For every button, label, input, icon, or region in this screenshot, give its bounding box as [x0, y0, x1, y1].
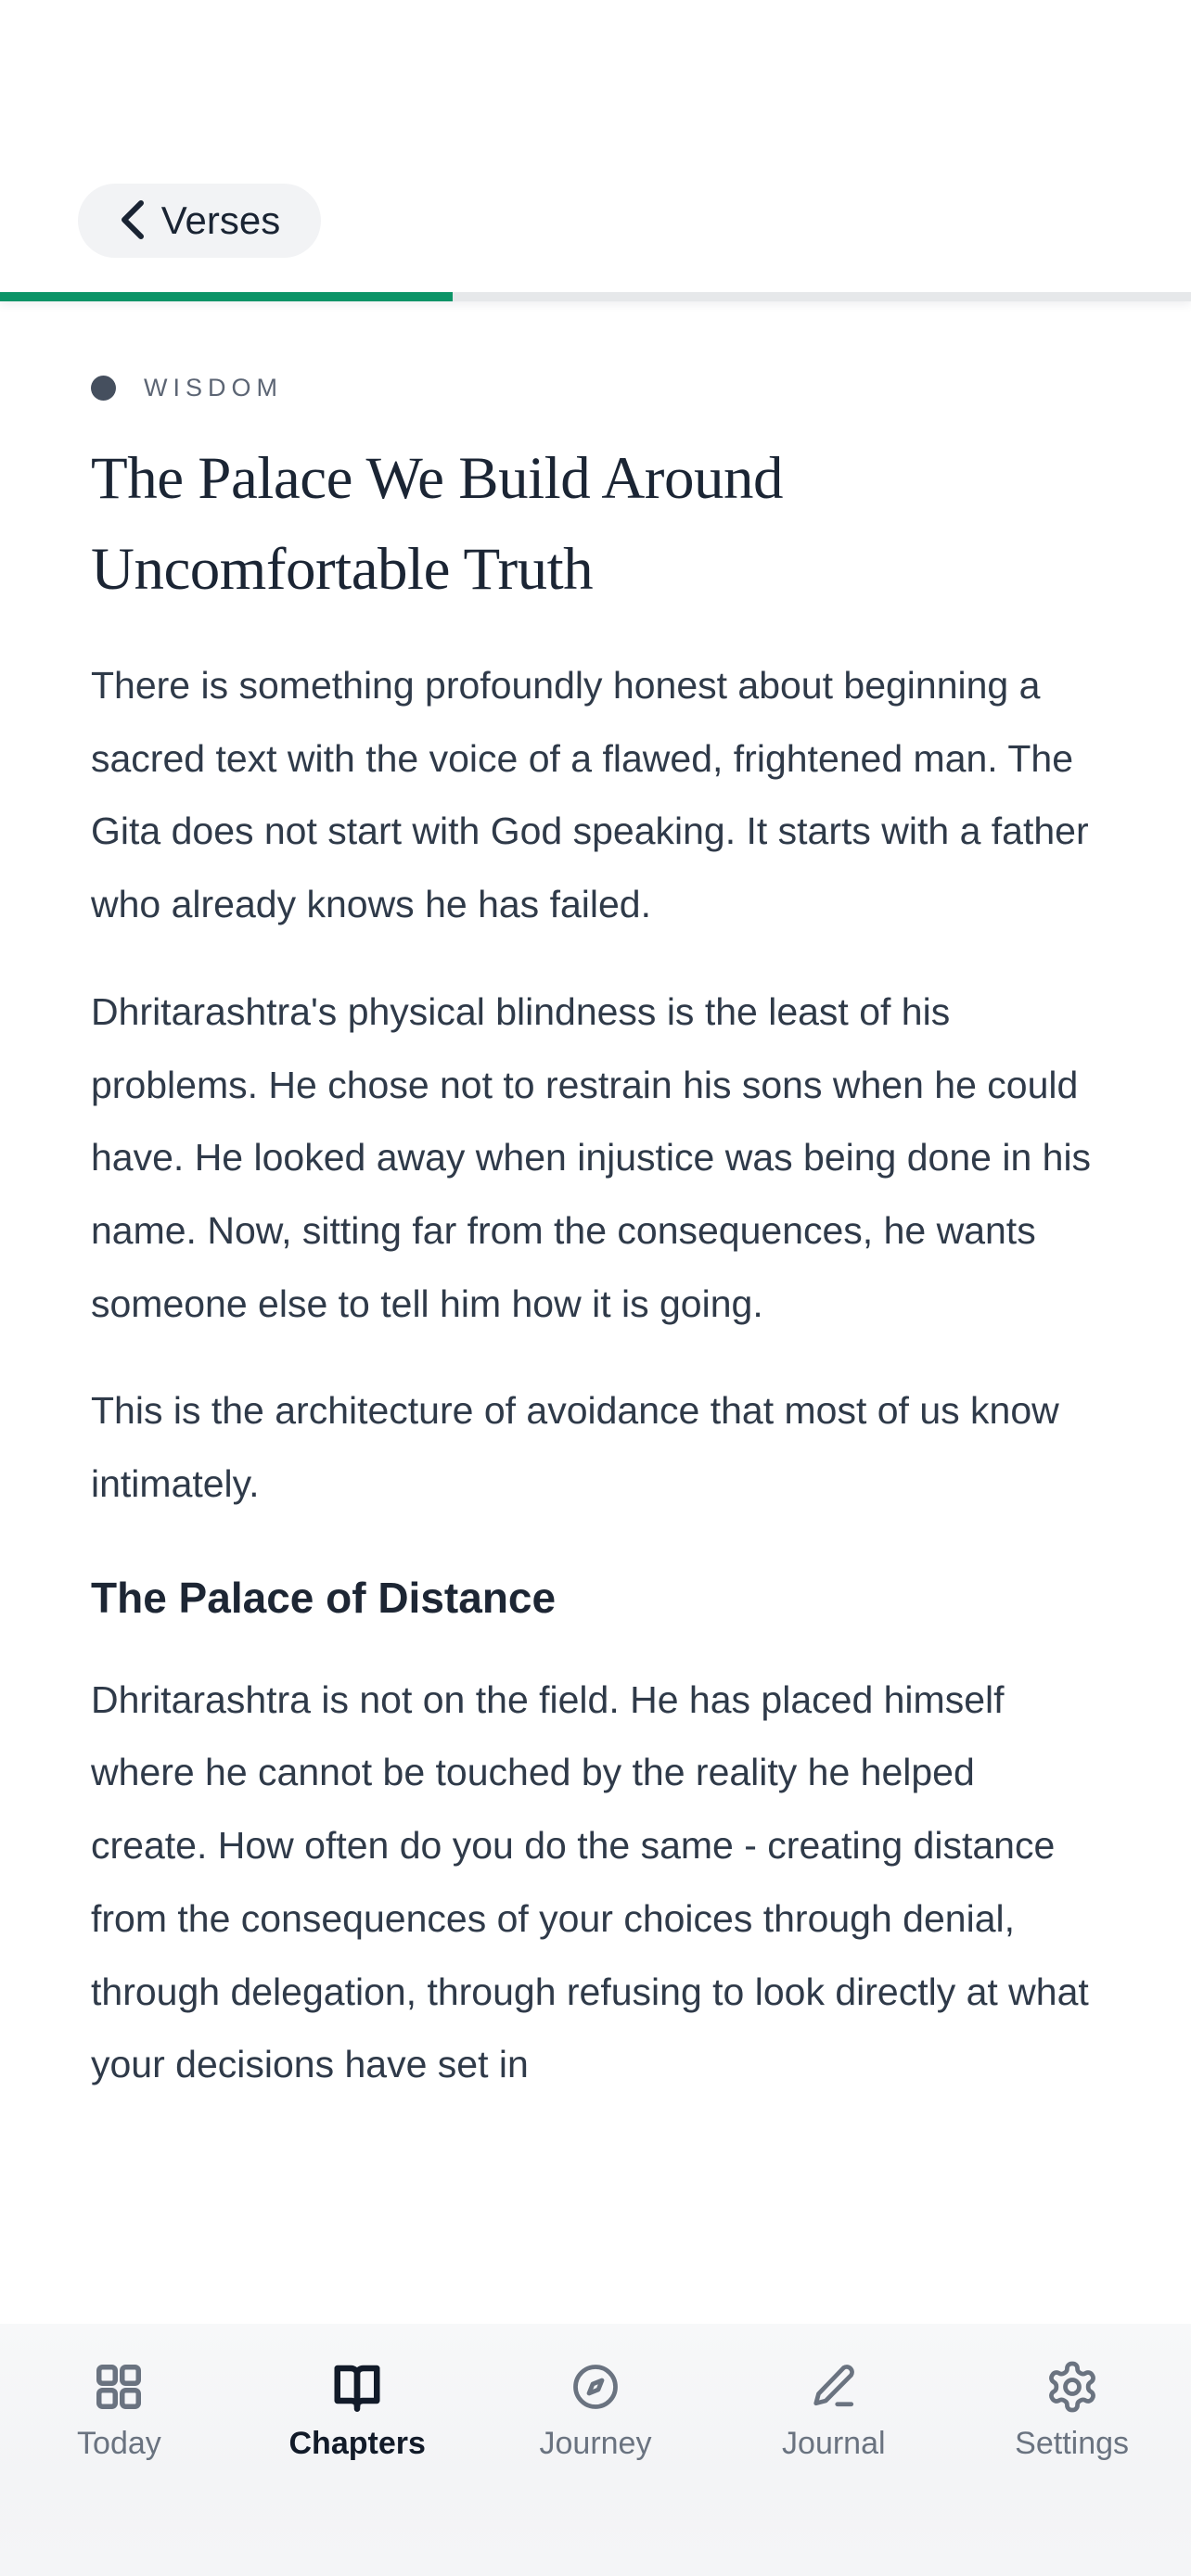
reading-progress-bar [0, 292, 1191, 301]
tab-journey[interactable] [477, 2359, 715, 2462]
pen-line-icon [806, 2359, 862, 2415]
tab-label: Today [77, 2426, 161, 2461]
article-paragraph: This is the architecture of avoidance that most of us know intimately. [91, 1389, 1059, 1506]
progress-fill [0, 292, 453, 301]
back-button[interactable] [78, 184, 321, 258]
section-heading: The Palace of Distance [91, 1573, 557, 1622]
tab-chapters[interactable] [238, 2359, 477, 2462]
tab-label: Journey [539, 2426, 652, 2461]
article-scroll-area[interactable] [0, 301, 1191, 2576]
article-paragraph: Dhritarashtra's physical blindness is the least of his problems. He chose not to restrain his sons when he could have. He looked away when injustice was being done in his name. Now, sitting far from the consequences, he wants someone else to tell him how it is going. [91, 989, 1092, 1325]
tab-label: Chapters [288, 2426, 426, 2461]
article-paragraph: There is something profoundly honest about beginning a sacred text with the voice of a flawed, frightened man. The Gita does not start with God speaking. It starts with a father who already knows he has failed. [91, 664, 1089, 926]
tab-journal[interactable] [714, 2359, 953, 2462]
book-open-icon [329, 2359, 385, 2415]
gear-icon [1044, 2359, 1100, 2415]
category-row [91, 374, 1100, 402]
compass-icon [568, 2359, 623, 2415]
article-title: The Palace We Build Around Uncomfortable Truth [91, 445, 783, 603]
chevron-left-icon [119, 199, 147, 243]
category-dot-icon [91, 376, 116, 401]
back-button-label: Verses [160, 198, 281, 242]
tab-label: Journal [782, 2426, 886, 2461]
tab-settings[interactable] [953, 2359, 1191, 2462]
article-paragraph: Dhritarashtra is not on the field. He has placed himself where he cannot be touched by the reality he helped create. How often do you do the same - creating distance from the consequences of your choices through denial, through delegation, through refusing to look directly at what your decisions have set in [91, 1677, 1089, 2086]
reader-header [0, 0, 1191, 301]
bottom-tab-bar [0, 2324, 1191, 2576]
tab-label: Settings [1015, 2426, 1130, 2461]
category-label: WISDOM [144, 374, 283, 402]
grid-icon [91, 2359, 147, 2415]
tab-today[interactable] [0, 2359, 238, 2462]
